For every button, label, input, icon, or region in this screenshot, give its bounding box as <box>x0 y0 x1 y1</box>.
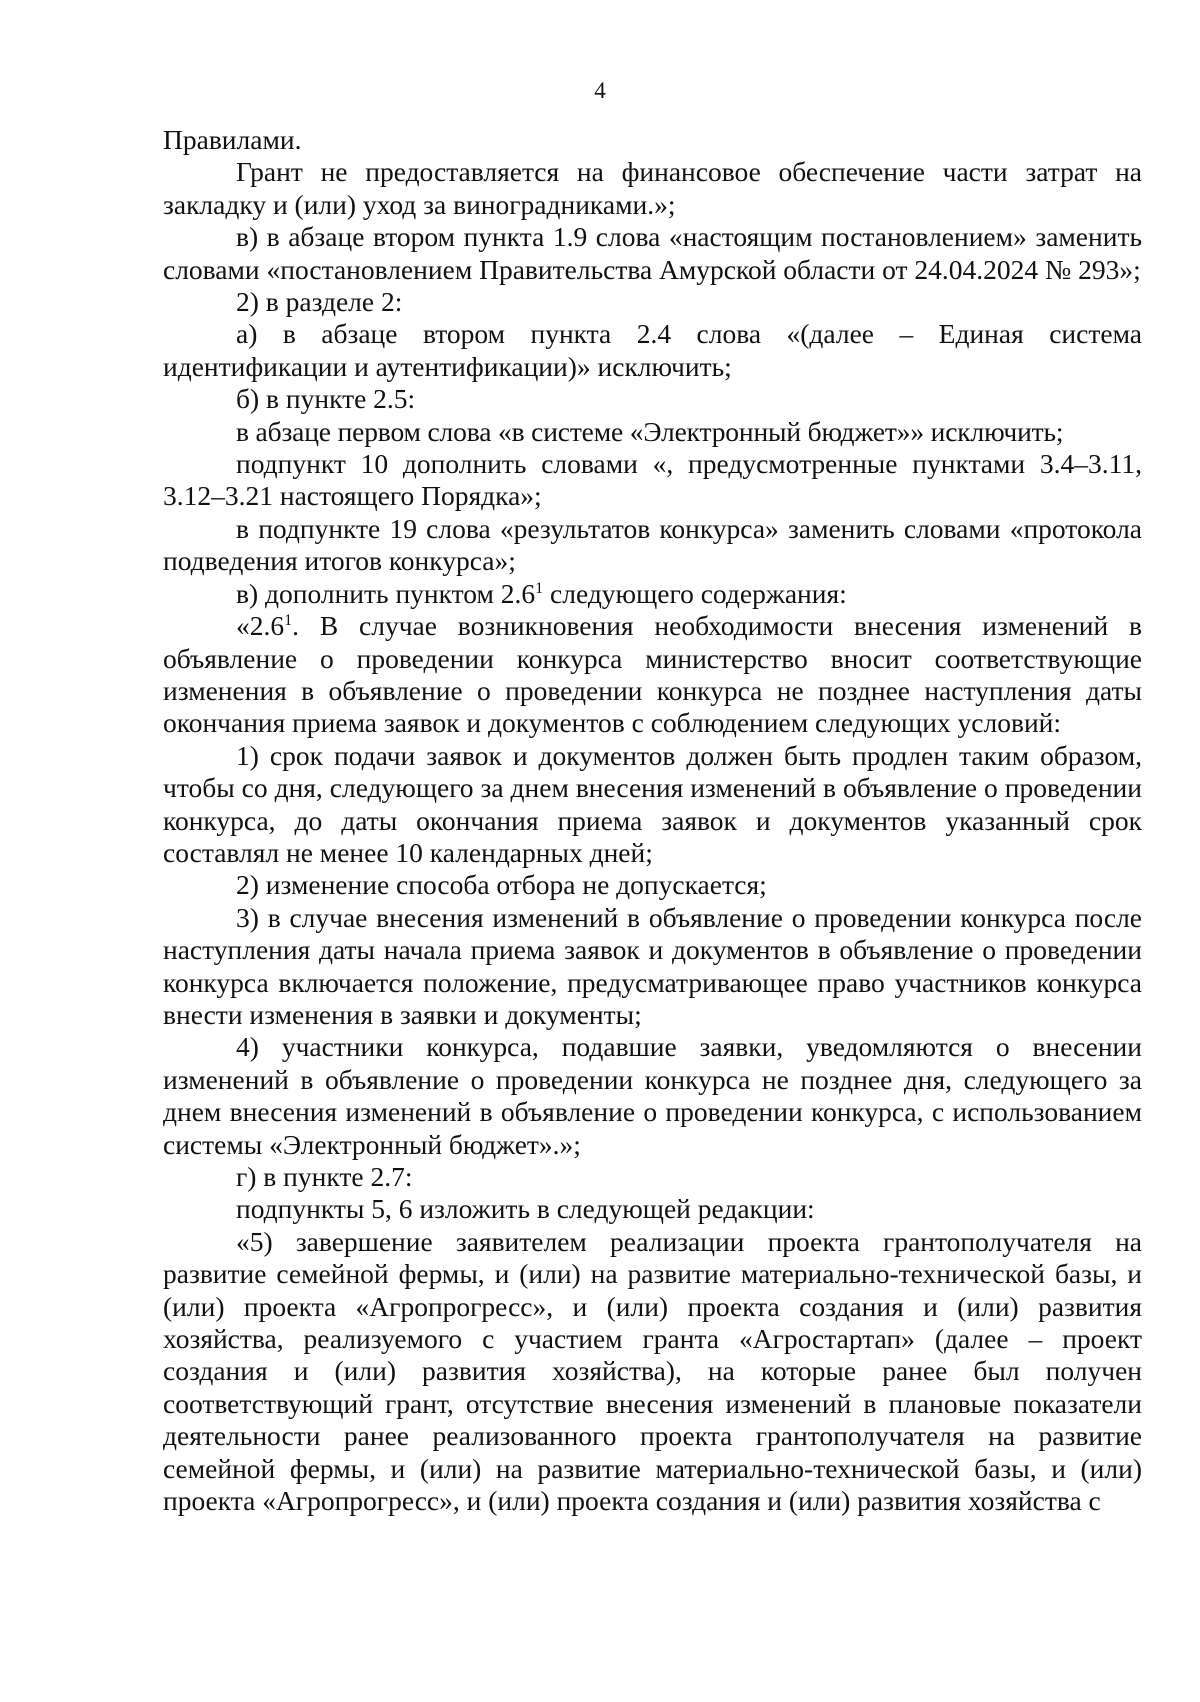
paragraph: а) в абзаце втором пункта 2.4 слова «(далее – Единая система идентификации и аутентификации)» исключить; <box>163 318 1142 382</box>
paragraph-text: «2.6 <box>236 610 285 642</box>
paragraph: Грант не предоставляется на финансовое обеспечение части затрат на закладку и (или) уход за виноградниками.»; <box>163 156 1142 220</box>
paragraph-text: . В случае возникновения необходимости внесения изменений в объявление о проведении конкурса министерство вносит соответствующие изменения в объявление о проведении конкурса не позднее наступления даты окончания приема заявок и документов с соблюдением следующих условий: <box>163 610 1142 739</box>
paragraph: 3) в случае внесения изменений в объявление о проведении конкурса после наступления даты начала приема заявок и документов в объявление о проведении конкурса включается положение, предусматривающее право участников конкурса внести изменения в заявки и документы; <box>163 901 1142 1030</box>
paragraph: 2) изменение способа отбора не допускается; <box>236 869 767 901</box>
paragraph: в подпункте 19 слова «результатов конкурса» заменить словами «протокола подведения итогов конкурса»; <box>163 512 1142 577</box>
paragraph: 2) в разделе 2: <box>236 286 403 318</box>
paragraph-text: следующего содержания: <box>543 577 847 609</box>
page-number: 4 <box>594 78 606 103</box>
paragraph: подпункты 5, 6 изложить в следующей редакции: <box>236 1193 815 1225</box>
paragraph <box>163 578 1142 610</box>
paragraph: Правилами. <box>163 124 302 155</box>
paragraph: в абзаце первом слова «в системе «Электронный бюджет»» исключить; <box>236 415 1064 447</box>
paragraph <box>163 610 1142 740</box>
paragraph-text: в) дополнить пунктом 2.6 <box>236 577 536 609</box>
paragraph: «5) завершение заявителем реализации проекта грантополучателя на развитие семейной фермы, и (или) на развитие материально-технической базы, и (или) проекта «Агропрогресс», и (или) проекта создания и (или) развития хозяйства, реализуемого с участием гранта «Агростартап» (далее – проект создания и (или) развития хозяйства), на которые ранее был получен соответствующий грант, отсутствие внесения изменений в плановые показатели деятельности ранее реализованного проекта грантополучателя на развитие семейной фермы, и (или) на развитие материально-технической базы, и (или) проекта «Агропрогресс», и (или) проекта создания и (или) развития хозяйства с <box>163 1225 1142 1517</box>
paragraph: г) в пункте 2.7: <box>236 1161 413 1192</box>
paragraph: 1) срок подачи заявок и документов должен быть продлен таким образом, чтобы со дня, следующего за днем внесения изменений в объявление о проведении конкурса, до даты окончания приема заявок и документов указанный срок составлял не менее 10 календарных дней; <box>163 739 1142 868</box>
paragraph: 4) участники конкурса, подавшие заявки, уведомляются о внесении изменений в объявление о проведении конкурса не позднее дня, следующего за днем внесения изменений в объявление о проведении конкурса, с использованием системы «Электронный бюджет».»; <box>163 1031 1142 1160</box>
document-body <box>163 124 1142 1517</box>
superscript: 1 <box>284 611 293 629</box>
paragraph: подпункт 10 дополнить словами «, предусмотренные пунктами 3.4–3.11, 3.12–3.21 настоящего Порядка»; <box>163 448 1142 512</box>
paragraph: в) в абзаце втором пункта 1.9 слова «настоящим постановлением» заменить словами «постановлением Правительства Амурской области от 24.04.2024 № 293»; <box>163 221 1142 285</box>
paragraph: б) в пункте 2.5: <box>236 383 416 415</box>
superscript: 1 <box>535 579 544 597</box>
